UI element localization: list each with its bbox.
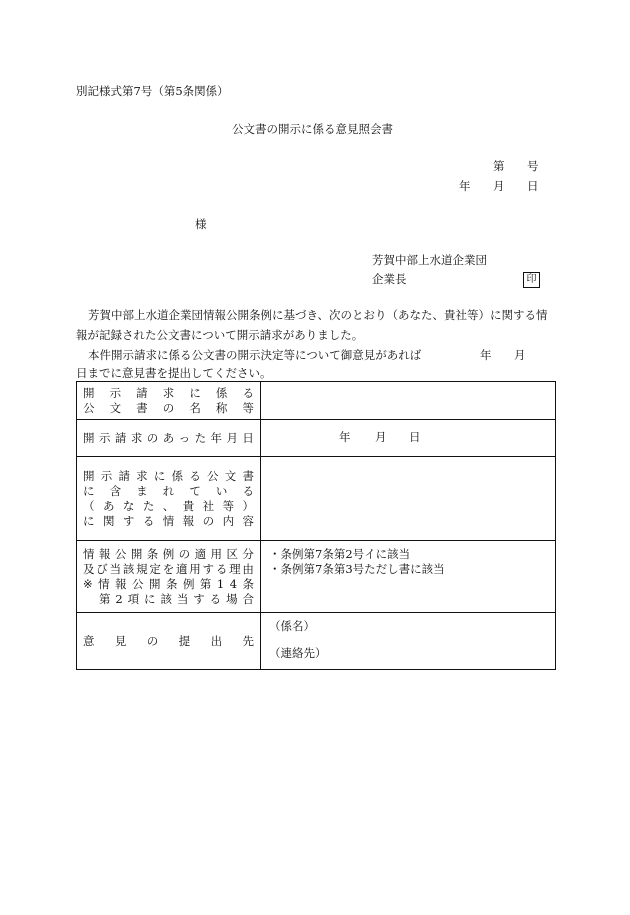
label-char: 開: [83, 385, 95, 400]
label-char: 2: [115, 591, 123, 606]
issuer-org: 芳賀中部上水道企業団: [372, 253, 487, 267]
label-char: る: [209, 591, 222, 606]
label-char: 係: [215, 385, 228, 400]
request-year: 年: [339, 429, 351, 444]
label-char: の: [202, 513, 215, 528]
label-line: [77, 634, 260, 649]
table-row: [77, 382, 556, 420]
provision-item: ・条例第7条第2号イに該当: [269, 547, 411, 561]
label-char: な: [122, 498, 135, 513]
label-char: 適: [175, 561, 188, 576]
label-char: 意: [83, 633, 95, 648]
document-title: 公文書の開示に係る意見照会書: [232, 122, 393, 136]
label-char: て: [189, 483, 201, 498]
label-char: 条: [146, 546, 159, 561]
label-char: 当: [109, 561, 122, 576]
label-char: 用: [189, 561, 201, 576]
label-char: あ: [162, 430, 175, 445]
label-line: [77, 469, 260, 484]
label-char: 示: [109, 385, 122, 400]
value-applicable-provision: [261, 541, 556, 613]
label-char: 報: [98, 546, 111, 561]
label-char: 示: [98, 430, 111, 445]
label-char: の: [162, 400, 175, 415]
label-char: ）: [242, 498, 254, 513]
label-char: （: [83, 498, 95, 513]
label-line: [77, 592, 260, 607]
label-char: 文: [224, 468, 237, 483]
label-line: [77, 577, 260, 592]
label-char: 当: [176, 591, 189, 606]
label-char: 提: [178, 633, 191, 648]
request-month: 月: [375, 429, 387, 444]
seal-mark: 印: [523, 272, 540, 288]
label-char: に: [83, 513, 95, 528]
label-char: 公: [83, 400, 95, 415]
label-char: 情: [162, 513, 175, 528]
request-day: 日: [409, 429, 421, 444]
label-char: 請: [114, 430, 127, 445]
label-char: 情: [83, 546, 95, 561]
body-paragraph-1: 芳賀中部上水道企業団情報公開条例に基づき、次のとおり（あなた、貴社等）に関する情報が記録された公文書について開示請求がありました。: [76, 308, 548, 342]
label-char: 見: [114, 633, 127, 648]
value-information-content[interactable]: [261, 457, 556, 541]
label-char: に: [144, 591, 156, 606]
label-char: 請: [118, 468, 130, 483]
label-char: 例: [162, 546, 175, 561]
label-char: す: [122, 513, 135, 528]
label-char: 報: [115, 576, 127, 591]
label-line: [77, 484, 260, 499]
table-row: [77, 420, 556, 457]
label-line: [77, 514, 260, 529]
label-char: 貴: [182, 498, 195, 513]
label-char: 等: [242, 400, 254, 415]
label-char: 情: [98, 576, 110, 591]
label-char: 条: [165, 576, 178, 591]
destination-contact: （連絡先）: [269, 646, 327, 660]
label-char: る: [142, 513, 155, 528]
label-char: 公: [207, 468, 219, 483]
label-char: 先: [242, 633, 254, 648]
label-char: 求: [162, 385, 175, 400]
label-char: っ: [178, 430, 191, 445]
label-char: 該: [122, 561, 135, 576]
label-information-content: [77, 457, 261, 541]
body-paragraph-2: 本件開示請求に係る公文書の開示決定等について御意見があれば: [88, 348, 422, 362]
label-char: び: [96, 561, 108, 576]
body-deadline-year: 年: [480, 348, 492, 362]
label-char: る: [242, 483, 254, 498]
label-char: た: [194, 430, 207, 445]
label-char: る: [189, 468, 201, 483]
label-char: 書: [242, 468, 254, 483]
label-applicable-provision: [77, 541, 261, 613]
body-deadline-month: 月: [514, 348, 526, 362]
label-char: あ: [102, 498, 115, 513]
label-char: 適: [194, 546, 207, 561]
label-char: 日: [242, 430, 254, 445]
request-table: [76, 381, 556, 670]
label-char: 4: [229, 576, 238, 591]
label-char: 係: [171, 468, 184, 483]
table-row: [77, 613, 556, 670]
label-char: 開: [83, 468, 95, 483]
label-char: 開: [83, 430, 95, 445]
ref-dai: 第: [493, 159, 505, 173]
label-char: る: [242, 385, 254, 400]
label-char: 請: [136, 385, 148, 400]
label-char: 項: [127, 591, 140, 606]
label-char: 第: [99, 591, 111, 606]
label-char: 合: [242, 591, 254, 606]
value-document-name[interactable]: [261, 382, 556, 420]
body-paragraph-3: 日までに意見書を提出してください。: [76, 366, 272, 380]
label-char: に: [189, 385, 201, 400]
date-month: 月: [493, 179, 505, 193]
form-number: 別記様式第7号（第5条関係）: [76, 84, 229, 98]
label-char: 関: [102, 513, 115, 528]
label-char: れ: [162, 483, 175, 498]
label-char: に: [153, 468, 166, 483]
issuer-title: 企業長: [372, 272, 407, 286]
label-char: 称: [215, 400, 228, 415]
label-char: 規: [136, 561, 148, 576]
label-char: 用: [210, 546, 222, 561]
label-char: の: [146, 633, 159, 648]
label-char: 示: [100, 468, 113, 483]
label-line: [77, 547, 260, 562]
label-char: 例: [182, 576, 195, 591]
label-char: 報: [182, 513, 195, 528]
label-char: 由: [242, 561, 254, 576]
label-char: 公: [132, 576, 144, 591]
label-char: 条: [242, 576, 254, 591]
label-char: た: [142, 498, 155, 513]
label-char: 理: [229, 561, 241, 576]
label-char: 開: [149, 576, 161, 591]
label-char: 該: [160, 591, 172, 606]
label-char: 内: [222, 513, 235, 528]
table-row: [77, 457, 556, 541]
ref-go: 号: [527, 159, 539, 173]
label-char: る: [215, 561, 228, 576]
destination-section: （係名）: [269, 619, 315, 633]
label-char: 出: [210, 633, 223, 648]
value-submission-destination[interactable]: [261, 613, 556, 670]
label-line: [77, 386, 260, 401]
label-char: 月: [226, 430, 238, 445]
label-char: の: [178, 546, 191, 561]
label-char: 定: [149, 561, 161, 576]
label-char: い: [215, 483, 228, 498]
label-char: す: [193, 591, 205, 606]
label-char: 公: [114, 546, 127, 561]
label-char: 第: [199, 576, 212, 591]
label-char: 求: [136, 468, 148, 483]
label-char: 文: [109, 400, 122, 415]
provision-item: ・条例第7条第3号ただし書に該当: [269, 562, 445, 576]
label-char: 等: [222, 498, 235, 513]
label-line: [77, 499, 260, 514]
label-submission-destination: [77, 613, 261, 670]
date-day: 日: [527, 179, 539, 193]
label-char: 含: [109, 483, 122, 498]
label-char: 社: [202, 498, 215, 513]
label-char: 場: [226, 591, 238, 606]
label-char: 1: [216, 576, 225, 591]
label-line: [77, 431, 260, 446]
label-char: ※: [83, 576, 93, 591]
label-char: す: [202, 561, 215, 576]
label-char: ま: [136, 483, 148, 498]
label-char: に: [83, 483, 95, 498]
label-char: の: [146, 430, 159, 445]
label-char: 分: [242, 546, 254, 561]
label-char: を: [162, 561, 175, 576]
value-request-date[interactable]: [261, 420, 556, 457]
label-char: 年: [210, 430, 222, 445]
label-char: 区: [226, 546, 238, 561]
label-char: 開: [130, 546, 143, 561]
label-char: 書: [136, 400, 148, 415]
label-line: [77, 562, 260, 577]
addressee-sama: 様: [195, 217, 207, 231]
label-char: 及: [83, 561, 95, 576]
label-char: 求: [130, 430, 143, 445]
label-char: 、: [162, 498, 175, 513]
label-line: [77, 401, 260, 416]
table-row: [77, 541, 556, 613]
label-document-name: [77, 382, 261, 420]
label-char: 名: [189, 400, 201, 415]
date-year: 年: [459, 179, 471, 193]
label-request-date: [77, 420, 261, 457]
label-char: 容: [242, 513, 254, 528]
